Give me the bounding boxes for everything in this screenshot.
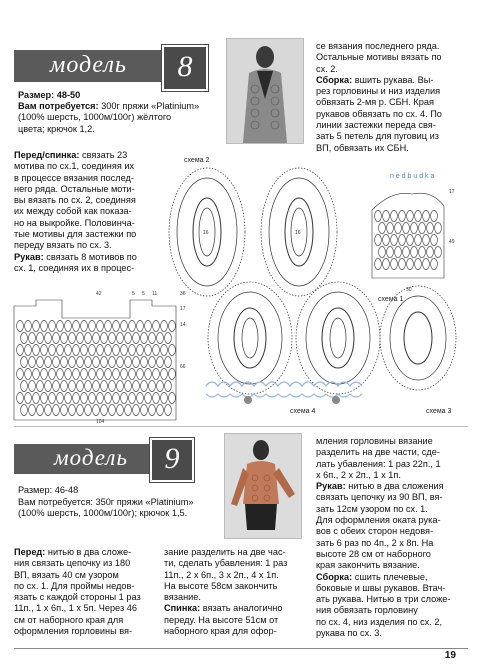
schema4-motifs <box>208 282 456 394</box>
mesh-loop <box>33 344 40 355</box>
mesh-loop <box>153 344 160 355</box>
mesh-loop <box>141 404 148 415</box>
mesh-loop <box>399 210 406 221</box>
mesh-loop <box>427 246 434 257</box>
watermark-text: n e d b u d k a <box>390 173 435 180</box>
svg-text:11: 11 <box>152 291 158 297</box>
mesh-loop <box>17 320 24 331</box>
mesh-loop <box>407 234 414 245</box>
mesh-loop <box>77 332 84 343</box>
schema4-label: схема 4 <box>290 408 316 415</box>
mesh-loop <box>57 344 64 355</box>
mesh-loop <box>33 320 40 331</box>
mesh-loop <box>85 332 92 343</box>
mesh-loop <box>383 210 390 221</box>
mesh-loop <box>415 234 422 245</box>
mesh-loop <box>113 320 120 331</box>
model8-size: Размер: 48-50 <box>18 90 81 100</box>
mesh-loop <box>101 404 108 415</box>
mesh-loop <box>77 356 84 367</box>
mesh-loop <box>133 404 140 415</box>
mesh-loop <box>399 258 406 269</box>
mesh-loop <box>45 380 52 391</box>
mesh-loop <box>77 404 84 415</box>
svg-text:17: 17 <box>180 306 186 312</box>
mesh-loop <box>49 392 56 403</box>
mesh-loop <box>109 332 116 343</box>
mesh-loop <box>21 332 28 343</box>
mesh-loop <box>395 246 402 257</box>
mesh-loop <box>137 344 144 355</box>
mesh-loop <box>379 246 386 257</box>
mesh-loop <box>145 368 152 379</box>
mesh-loop <box>379 222 386 233</box>
mesh-loop <box>17 392 24 403</box>
mesh-loop <box>431 210 438 221</box>
model8-materials: Вам потребуется: 300г пряжи «Platinium» (100% шерсть, 1000м/100г) жёлтого цвета; крючок 1,2. <box>18 101 200 134</box>
page-number: 19 <box>444 650 456 661</box>
mesh-loop <box>129 320 136 331</box>
mesh-loop <box>105 344 112 355</box>
mesh-loop <box>133 332 140 343</box>
mesh-loop <box>69 332 76 343</box>
mesh-loop <box>21 404 28 415</box>
mesh-loop <box>85 356 92 367</box>
mesh-loop <box>37 356 44 367</box>
model9-title: модель <box>54 445 128 470</box>
mesh-loop <box>49 320 56 331</box>
model8-title: модель <box>50 52 127 78</box>
model9-photo <box>224 433 302 539</box>
mesh-loop <box>81 344 88 355</box>
mesh-loop <box>419 246 426 257</box>
model9-materials: Вам потребуется: 350г пряжи «Platinium» (100% шерсть, 1000м/100г); крючок 1,5. <box>18 497 194 519</box>
mesh-loop <box>161 344 168 355</box>
mesh-loop <box>105 320 112 331</box>
svg-text:42: 42 <box>96 291 102 297</box>
mesh-loop <box>69 380 76 391</box>
body-pattern <box>14 300 176 420</box>
mesh-loop <box>105 368 112 379</box>
svg-text:14: 14 <box>180 322 186 328</box>
mesh-loop <box>81 368 88 379</box>
mesh-loop <box>113 368 120 379</box>
model8-right-column: се вязания последнего ряда. Остальные мотивы вязать по сх. 2. Сборка: вшить рукава. Вы- рез горловины и низ изделия обвязать 2-мя р. СБН. Края рукавов обвязать по сх. 4. По линии застежки переда свя- зать 5 петель для пуговиц из ВП, обвязать их СБН. <box>316 41 442 153</box>
mesh-loop <box>407 210 414 221</box>
mesh-loop <box>73 368 80 379</box>
mesh-loop <box>29 404 36 415</box>
mesh-loop <box>145 392 152 403</box>
mesh-loop <box>57 320 64 331</box>
mesh-loop <box>109 380 116 391</box>
mesh-loop <box>415 258 422 269</box>
mesh-loop <box>169 392 176 403</box>
mesh-loop <box>383 258 390 269</box>
mesh-loop <box>53 380 60 391</box>
mesh-loop <box>149 404 156 415</box>
mesh-loop <box>157 380 164 391</box>
mesh-loop <box>423 210 430 221</box>
mesh-loop <box>391 258 398 269</box>
mesh-loop <box>165 356 172 367</box>
mesh-loop <box>61 356 68 367</box>
mesh-loop <box>419 222 426 233</box>
mesh-loop <box>121 392 128 403</box>
mesh-loop <box>149 356 156 367</box>
mesh-loop <box>69 356 76 367</box>
mesh-loop <box>141 380 148 391</box>
mesh-loop <box>81 320 88 331</box>
mesh-loop <box>129 368 136 379</box>
mesh-loop <box>29 332 36 343</box>
mesh-loop <box>125 404 132 415</box>
mesh-loop <box>149 332 156 343</box>
mesh-loop <box>121 368 128 379</box>
svg-text:104: 104 <box>96 419 105 425</box>
mesh-loop <box>375 210 382 221</box>
mesh-loop <box>53 356 60 367</box>
mesh-loop <box>411 222 418 233</box>
mesh-loop <box>41 320 48 331</box>
mesh-loop <box>57 392 64 403</box>
mesh-loop <box>133 380 140 391</box>
mesh-loop <box>395 222 402 233</box>
mesh-loop <box>77 380 84 391</box>
mesh-loop <box>101 332 108 343</box>
motif-count-2: 16 <box>295 230 301 236</box>
mesh-loop <box>137 392 144 403</box>
model8-front-back: Перед/спинка: связать 23 мотива по сх.1, соединяя их в процессе вязания послед- него ряда. Остальные моти- вы вязать по сх. 2, соединяя их между собой как показа- но на выкройке. Половинча- тые мотивы для застежки по переду вязать по сх. 3. Рукав: связать 8 мотивов по сх. 1, соединяя их в процес- <box>14 150 137 273</box>
mesh-loop <box>121 320 128 331</box>
mesh-loop <box>383 234 390 245</box>
mesh-loop <box>391 234 398 245</box>
mesh-loop <box>49 368 56 379</box>
mesh-loop <box>161 392 168 403</box>
model8-photo <box>226 38 304 144</box>
mesh-loop <box>157 356 164 367</box>
mesh-loop <box>141 332 148 343</box>
mesh-loop <box>137 368 144 379</box>
mesh-loop <box>435 246 442 257</box>
mesh-loop <box>101 356 108 367</box>
mesh-loop <box>129 344 136 355</box>
sleeve-number-49: 49 <box>449 239 455 245</box>
mesh-loop <box>93 356 100 367</box>
model9-front: Перед: нитью в два сложе- ния связать цепочку из 180 ВП, вязать 40 см узором по сх. 1. Для проймы недов- язать с каждой стороны 1 раз 11п., 1 х 6п., 1 х 5п. Через 46 см от наборного края для оформления горловины вя- <box>14 547 141 637</box>
mesh-loop <box>69 404 76 415</box>
mesh-loop <box>93 332 100 343</box>
mesh-loop <box>53 332 60 343</box>
mesh-loop <box>97 392 104 403</box>
mesh-loop <box>93 380 100 391</box>
mesh-loop <box>41 344 48 355</box>
mesh-loop <box>45 356 52 367</box>
mesh-loop <box>41 368 48 379</box>
mesh-loop <box>45 332 52 343</box>
mesh-loop <box>165 380 172 391</box>
mesh-loop <box>117 380 124 391</box>
mesh-loop <box>375 258 382 269</box>
svg-text:5: 5 <box>142 291 145 297</box>
model9-right-column: мления горловины вязание разделить на две части, сде- лать убавления: 1 раз 22п., 1 х 6п., 2 х 2п., 1 х 1п. Рукав: нитью в два сложения связать цепочку из 90 ВП, вя- зать 12см узором по сх. 1. Для оформления оката рука- вов с обеих сторон недовя- зать 6 раз по 4п., 2 х 8п. На высоте 28 см от наборного края закончить вязание. Сборка: сшить плечевые, боковые и швы рукавов. Втач- ать рукава. Нитью в три сложе- ния обвязать горловину по сх. 4, низ изделия по сх. 2, рукава по сх. 3. <box>316 436 451 639</box>
mesh-loop <box>121 344 128 355</box>
motif-count-1: 16 <box>203 230 209 236</box>
mesh-loop <box>109 404 116 415</box>
mesh-loop <box>169 368 176 379</box>
mesh-loop <box>73 392 80 403</box>
mesh-loop <box>133 356 140 367</box>
mesh-loop <box>17 344 24 355</box>
mesh-loop <box>61 380 68 391</box>
mesh-loop <box>65 320 72 331</box>
mesh-loop <box>153 368 160 379</box>
mesh-loop <box>53 404 60 415</box>
sleeve-number-17: 17 <box>449 189 455 195</box>
mesh-loop <box>403 246 410 257</box>
mesh-loop <box>25 344 32 355</box>
mesh-loop <box>61 404 68 415</box>
mesh-loop <box>149 380 156 391</box>
footer-rule <box>14 648 468 649</box>
mesh-loop <box>45 404 52 415</box>
mesh-loop <box>387 222 394 233</box>
mesh-loop <box>415 210 422 221</box>
mesh-loop <box>141 356 148 367</box>
svg-text:5: 5 <box>132 291 135 297</box>
mesh-loop <box>125 332 132 343</box>
mesh-loop <box>431 234 438 245</box>
mesh-loop <box>89 344 96 355</box>
mesh-loop <box>153 392 160 403</box>
mesh-loop <box>435 222 442 233</box>
mesh-loop <box>387 246 394 257</box>
mesh-loop <box>93 404 100 415</box>
mesh-loop <box>21 356 28 367</box>
mesh-loop <box>73 320 80 331</box>
mesh-loop <box>411 246 418 257</box>
mesh-loop <box>101 380 108 391</box>
mesh-loop <box>145 344 152 355</box>
mesh-loop <box>169 320 176 331</box>
section-divider <box>14 426 468 427</box>
mesh-loop <box>37 380 44 391</box>
mesh-loop <box>17 368 24 379</box>
mesh-loop <box>129 392 136 403</box>
svg-text:66: 66 <box>180 364 186 370</box>
mesh-loop <box>29 356 36 367</box>
mesh-loop <box>427 222 434 233</box>
mesh-loop <box>97 368 104 379</box>
schema1-label: схема 1 <box>378 296 404 303</box>
mesh-loop <box>57 368 64 379</box>
mesh-loop <box>113 344 120 355</box>
mesh-loop <box>145 320 152 331</box>
mesh-loop <box>25 392 32 403</box>
mesh-loop <box>105 392 112 403</box>
mesh-loop <box>73 344 80 355</box>
mesh-loop <box>81 392 88 403</box>
model9-middle-column: зание разделить на две час- ти, сделать убавления: 1 раз 11п., 2 х 6п., 3 х 2п., 4 х 1п. На высоте 58см закончить вязание. Спинка: вязать аналогично переду. На высоте 51см от наборного края для офор- <box>164 547 288 637</box>
mesh-loop <box>125 356 132 367</box>
schema2-motifs <box>169 168 337 296</box>
mesh-loop <box>165 332 172 343</box>
mesh-loop <box>33 392 40 403</box>
model9-size: Размер: 46-48 <box>18 485 79 495</box>
mesh-loop <box>33 368 40 379</box>
mesh-loop <box>423 258 430 269</box>
mesh-loop <box>117 356 124 367</box>
mesh-loop <box>117 332 124 343</box>
mesh-loop <box>65 344 72 355</box>
mesh-loop <box>65 368 72 379</box>
mesh-loop <box>37 332 44 343</box>
mesh-loop <box>157 332 164 343</box>
model8-number: 8 <box>162 45 208 91</box>
mesh-loop <box>169 344 176 355</box>
mesh-loop <box>49 344 56 355</box>
mesh-loop <box>97 344 104 355</box>
mesh-loop <box>21 380 28 391</box>
crochet-diagrams <box>0 150 482 425</box>
mesh-loop <box>37 404 44 415</box>
mesh-loop <box>391 210 398 221</box>
mesh-loop <box>161 320 168 331</box>
mesh-loop <box>117 404 124 415</box>
mesh-loop <box>161 368 168 379</box>
mesh-loop <box>113 392 120 403</box>
schema3-label: схема 3 <box>426 408 452 415</box>
mesh-loop <box>431 258 438 269</box>
schema2-label: схема 2 <box>184 157 210 164</box>
mesh-loop <box>25 368 32 379</box>
mesh-loop <box>165 404 172 415</box>
sleeve-number-30: 30 <box>406 287 412 293</box>
mesh-loop <box>157 404 164 415</box>
sleeve-pattern <box>372 193 444 278</box>
mesh-loop <box>125 380 132 391</box>
mesh-loop <box>89 368 96 379</box>
mesh-loop <box>423 234 430 245</box>
mesh-loop <box>85 404 92 415</box>
mesh-loop <box>407 258 414 269</box>
mesh-loop <box>25 320 32 331</box>
mesh-loop <box>403 222 410 233</box>
mesh-loop <box>29 380 36 391</box>
mesh-loop <box>399 234 406 245</box>
mesh-loop <box>61 332 68 343</box>
mesh-loop <box>85 380 92 391</box>
mesh-loop <box>153 320 160 331</box>
svg-text:36: 36 <box>180 291 186 297</box>
mesh-loop <box>137 320 144 331</box>
mesh-loop <box>41 392 48 403</box>
mesh-loop <box>89 392 96 403</box>
mesh-loop <box>89 320 96 331</box>
mesh-loop <box>65 392 72 403</box>
mesh-loop <box>375 234 382 245</box>
mesh-loop <box>109 356 116 367</box>
mesh-loop <box>97 320 104 331</box>
model9-number: 9 <box>150 438 194 482</box>
